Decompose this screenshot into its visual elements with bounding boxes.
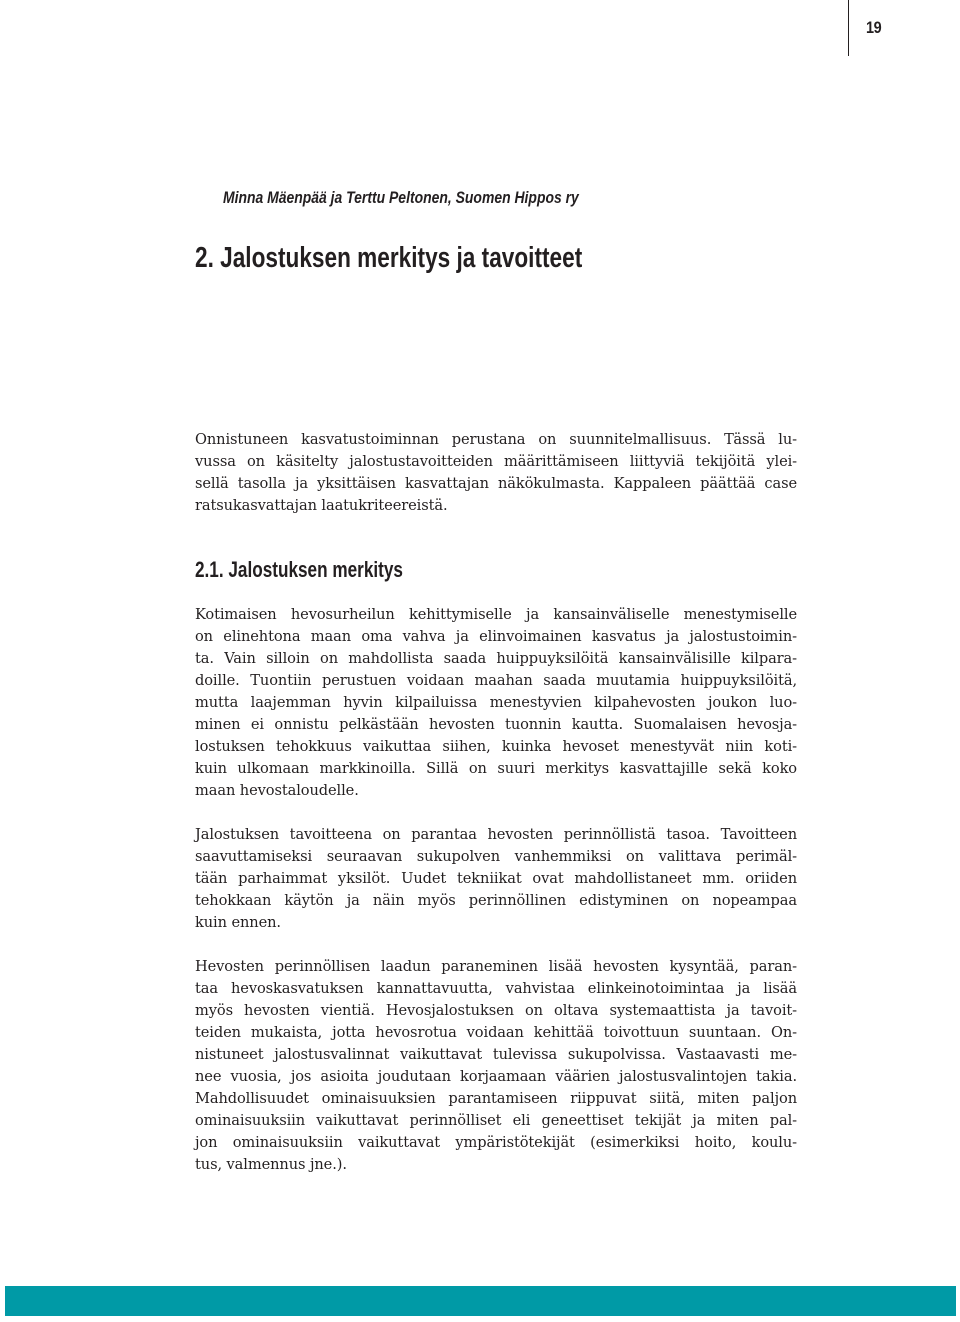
text-line: minen ei onnistu pelkästään hevosten tuonnin kautta. Suomalaisen hevosja- — [195, 716, 797, 733]
text-line: ta. Vain silloin on mahdollista saada huippuyksilöitä kansainvälisille kilpara- — [195, 650, 797, 667]
author-line: Minna Mäenpää ja Terttu Peltonen, Suomen Hippos ry — [223, 188, 579, 207]
text-line: Mahdollisuudet ominaisuuksien parantamiseen riippuvat siitä, miten paljon — [195, 1090, 797, 1107]
text-line: Hevosten perinnöllisen laadun paraneminen lisää hevosten kysyntää, paran- — [195, 958, 797, 975]
text-line: myös hevosten vientiä. Hevosjalostuksen on oltava systemaattista ja tavoit- — [195, 1002, 797, 1019]
text-line: vussa on käsitelty jalostustavoitteiden määrittämiseen liittyviä tekijöitä ylei- — [195, 453, 797, 470]
text-line: tus, valmennus jne.). — [195, 1156, 347, 1173]
text-line: ominaisuuksiin vaikuttavat perinnölliset eli geneettiset tekijät ja miten pal- — [195, 1112, 797, 1129]
page-number-divider — [848, 0, 849, 56]
body-paragraph — [195, 956, 797, 1176]
body-paragraph — [195, 604, 797, 802]
page-number: 19 — [866, 18, 882, 37]
text-line: ratsukasvattajan laatukriteereistä. — [195, 497, 448, 514]
text-line: kuin ulkomaan markkinoilla. Sillä on suuri merkitys kasvattajille sekä koko — [195, 760, 797, 777]
text-line: tään parhaimmat yksilöt. Uudet tekniikat ovat mahdollistaneet mm. oriiden — [195, 870, 797, 887]
text-line: lostuksen tehokkuus vaikuttaa siihen, kuinka hevoset menestyvät niin koti- — [195, 738, 797, 755]
text-line: maan hevostaloudelle. — [195, 782, 359, 799]
text-line: on elinehtona maan oma vahva ja elinvoimainen kasvatus ja jalostustoimin- — [195, 628, 797, 645]
text-line: saavuttamiseksi seuraavan sukupolven vanhemmiksi on valittava perimäl- — [195, 848, 797, 865]
text-line: Kotimaisen hevosurheilun kehittymiselle ja kansainväliselle menestymiselle — [195, 606, 797, 623]
text-line: sellä tasolla ja yksittäisen kasvattajan näkökulmasta. Kappaleen päättää case — [195, 475, 797, 492]
text-line: mutta laajemman hyvin kilpailuissa menestyvien kilpahevosten joukon luo- — [195, 694, 797, 711]
text-line: kuin ennen. — [195, 914, 281, 931]
text-line: jon ominaisuuksiin vaikuttavat ympäristötekijät (esimerkiksi hoito, koulu- — [195, 1134, 797, 1151]
body-paragraph — [195, 824, 797, 934]
footer-color-bar — [5, 1286, 956, 1316]
text-line: tehokkaan käytön ja näin myös perinnöllinen edistyminen on nopeampaa — [195, 892, 797, 909]
intro-paragraph — [195, 429, 797, 517]
text-line: nee vuosia, jos asioita joudutaan korjaamaan väärien jalostusvalintojen takia. — [195, 1068, 797, 1085]
text-line: taa hevoskasvatuksen kannattavuutta, vahvistaa elinkeinotoimintaa ja lisää — [195, 980, 797, 997]
chapter-title: 2. Jalostuksen merkitys ja tavoitteet — [195, 242, 583, 274]
text-line: Jalostuksen tavoitteena on parantaa hevosten perinnöllistä tasoa. Tavoitteen — [195, 826, 797, 843]
text-line: nistuneet jalostusvalinnat vaikuttavat tulevissa sukupolvissa. Vastaavasti me- — [195, 1046, 797, 1063]
section-title: 2.1. Jalostuksen merkitys — [195, 557, 403, 582]
text-line: teiden mukaista, jotta hevosrotua voidaan kehittää toivottuun suuntaan. On- — [195, 1024, 797, 1041]
text-line: doille. Tuontiin perustuen voidaan maahan saada muutamia huippuyksilöitä, — [195, 672, 797, 689]
text-line: Onnistuneen kasvatustoiminnan perustana on suunnitelmallisuus. Tässä lu- — [195, 431, 797, 448]
